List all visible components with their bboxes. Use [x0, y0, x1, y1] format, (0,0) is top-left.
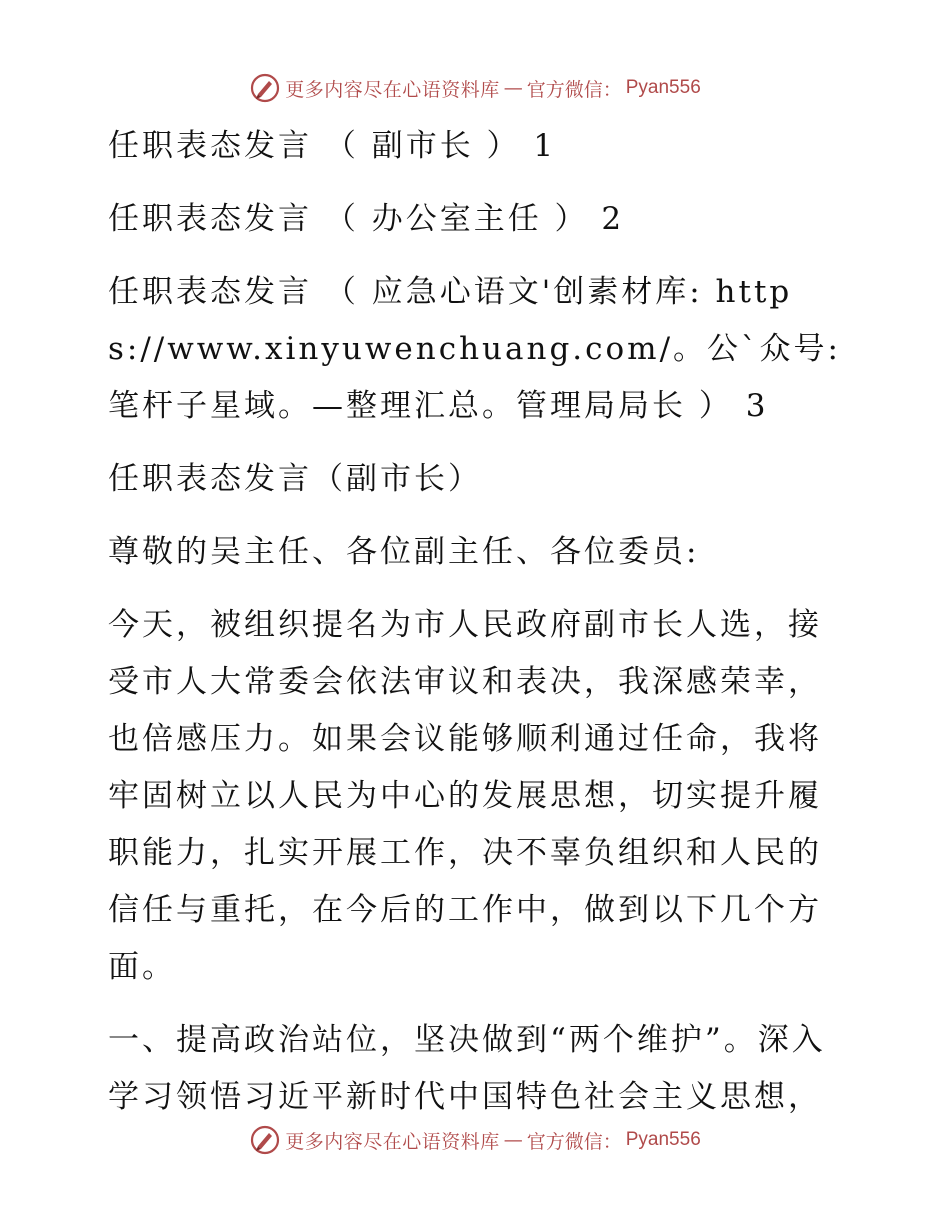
- pen-logo-icon: [249, 72, 281, 104]
- watermark-banner: [249, 72, 701, 104]
- header-watermark: [0, 68, 950, 108]
- document-body: [98, 118, 850, 1142]
- body-paragraph: 一、提高政治站位，坚决做到“两个维护”。深入学习领悟习近平新时代中国特色社会主义思想，: [108, 1022, 826, 1115]
- footer-watermark: [0, 1120, 950, 1160]
- watermark-site-text: 更多内容尽在心语资料库: [285, 1130, 500, 1153]
- pen-logo-icon: [249, 1124, 281, 1156]
- body-paragraph: 今天，被组织提名为市人民政府副市长人选，接受市人大常委会依法审议和表决，我深感荣幸，也倍感压力。如果会议能够顺利通过任命，我将牢固树立以人民为中心的发展思想，切实提升履职能力，扎实开展工作，决不辜负组织和人民的信任与重托，在今后的工作中，做到以下几个方面。: [108, 607, 822, 985]
- toc-entry: 任职表态发言 （ 应急心语文'创素材库: https://www.xinyuwenchuang.com/。公`众号: 笔杆子星域。—整理汇总。管理局局长 ） 3: [108, 274, 841, 424]
- section-heading: 任职表态发言（副市长）: [108, 461, 482, 497]
- toc-entry: 任职表态发言 （ 副市长 ） 1: [108, 128, 557, 164]
- watermark-banner: [249, 1124, 701, 1156]
- watermark-wechat-id: Pyan556: [625, 1129, 701, 1150]
- salutation: 尊敬的吴主任、各位副主任、各位委员:: [108, 534, 700, 570]
- watermark-site-text: 更多内容尽在心语资料库: [285, 78, 500, 101]
- watermark-wechat-id: Pyan556: [625, 77, 701, 98]
- watermark-separator: —: [503, 77, 523, 99]
- watermark-wechat-label: 官方微信：: [526, 1130, 622, 1153]
- toc-entry: 任职表态发言 （ 办公室主任 ） 2: [108, 201, 625, 237]
- watermark-wechat-label: 官方微信：: [526, 78, 622, 101]
- watermark-separator: —: [503, 1129, 523, 1151]
